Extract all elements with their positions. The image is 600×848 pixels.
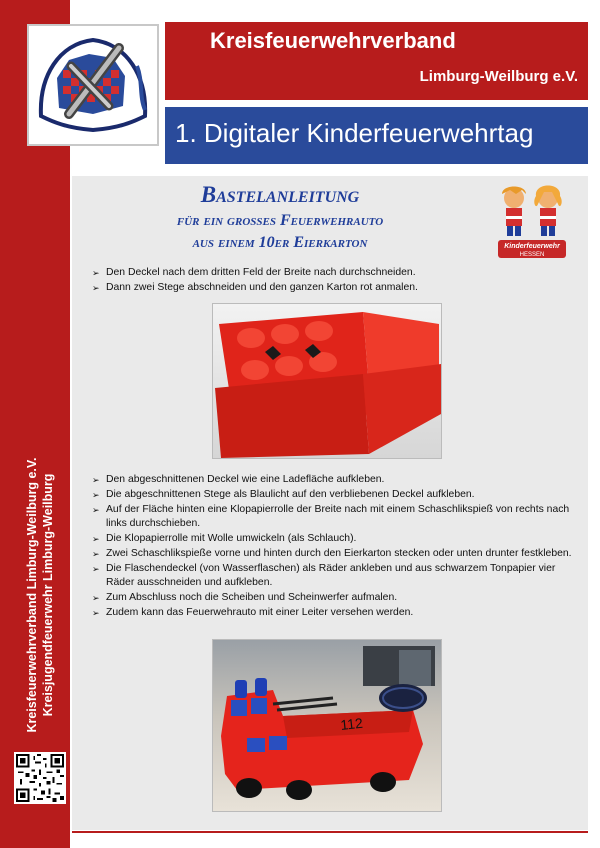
sidebar-youth-line: Kreisjugendfeuerwehr Limburg-Weilburg: [41, 473, 55, 717]
list-item: ➢ Auf der Fläche hinten eine Klopapierrolle der Breite nach mit einem Schaschlikspieß von rechts nach links durchschieben.: [92, 504, 570, 529]
kinderfeuerwehr-hessen-logo: [492, 180, 572, 264]
arrow-bullet-icon: ➢: [92, 505, 100, 515]
event-title: 1. Digitaler Kinderfeuerwehrtag: [175, 118, 534, 148]
org-subtitle: Limburg-Weilburg e.V.: [419, 68, 578, 85]
photo-finished-fire-truck: [212, 639, 442, 812]
list-item: ➢ Den Deckel nach dem dritten Feld der Breite nach durchschneiden.: [92, 267, 416, 278]
list-item: ➢ Zum Abschluss noch die Scheiben und Scheinwerfer aufmalen.: [92, 592, 398, 603]
kid-left-icon: [502, 187, 526, 237]
bottom-divider: [72, 831, 588, 833]
steps-list-2: [92, 473, 572, 621]
qr-code[interactable]: [14, 752, 66, 804]
page-subtitle-1: für ein grosses Feuerwehrauto: [176, 212, 384, 229]
list-item: ➢ Die Klopapierrolle mit Wolle umwickeln (als Schlauch).: [92, 533, 357, 544]
list-item: ➢ Zudem kann das Feuerwehrauto mit einer Leiter versehen werden.: [92, 607, 414, 618]
steps-list-1: [92, 266, 562, 296]
arrow-bullet-icon: ➢: [92, 564, 100, 574]
page-subtitle-2: aus einem 10er Eierkarton: [192, 234, 368, 251]
arrow-bullet-icon: ➢: [92, 534, 100, 544]
kids-logo-top-label: Kinderfeuerwehr: [504, 243, 560, 250]
arrow-bullet-icon: ➢: [92, 490, 100, 500]
sidebar-org-line: Kreisfeuerwehrverband Limburg-Weilburg e.V.: [25, 457, 39, 733]
arrow-bullet-icon: ➢: [92, 475, 100, 485]
arrow-bullet-icon: ➢: [92, 268, 100, 278]
page-title: Bastelanleitung: [200, 182, 360, 207]
sidebar-vertical-text: [12, 440, 68, 750]
org-title: Kreisfeuerwehrverband: [210, 28, 456, 53]
arrow-bullet-icon: ➢: [92, 608, 100, 618]
arrow-bullet-icon: ➢: [92, 283, 100, 293]
arrow-bullet-icon: ➢: [92, 549, 100, 559]
kid-right-icon: [534, 186, 561, 237]
list-item: ➢ Zwei Schaschlikspieße vorne und hinten durch den Eierkarton stecken oder unten drunter festkleben.: [92, 548, 572, 559]
list-item: ➢ Den abgeschnittenen Deckel wie eine Ladefläche aufkleben.: [92, 474, 385, 485]
kids-logo-bottom-label: HESSEN: [519, 252, 545, 258]
kfv-logo: [27, 24, 159, 146]
fire-helmet-logo-icon: [29, 26, 157, 144]
photo-painted-carton: [212, 303, 442, 459]
arrow-bullet-icon: ➢: [92, 593, 100, 603]
list-item: ➢ Dann zwei Stege abschneiden und den ganzen Karton rot anmalen.: [92, 282, 418, 293]
truck-number: 112: [339, 714, 364, 733]
list-item: ➢ Die Flaschendeckel (von Wasserflaschen) als Räder ankleben und aus schwarzem Tonpapier vier Räder ausschneiden und aufkleben.: [92, 563, 556, 588]
list-item: ➢ Die abgeschnittenen Stege als Blaulicht auf den verbliebenen Deckel aufkleben.: [92, 489, 475, 500]
